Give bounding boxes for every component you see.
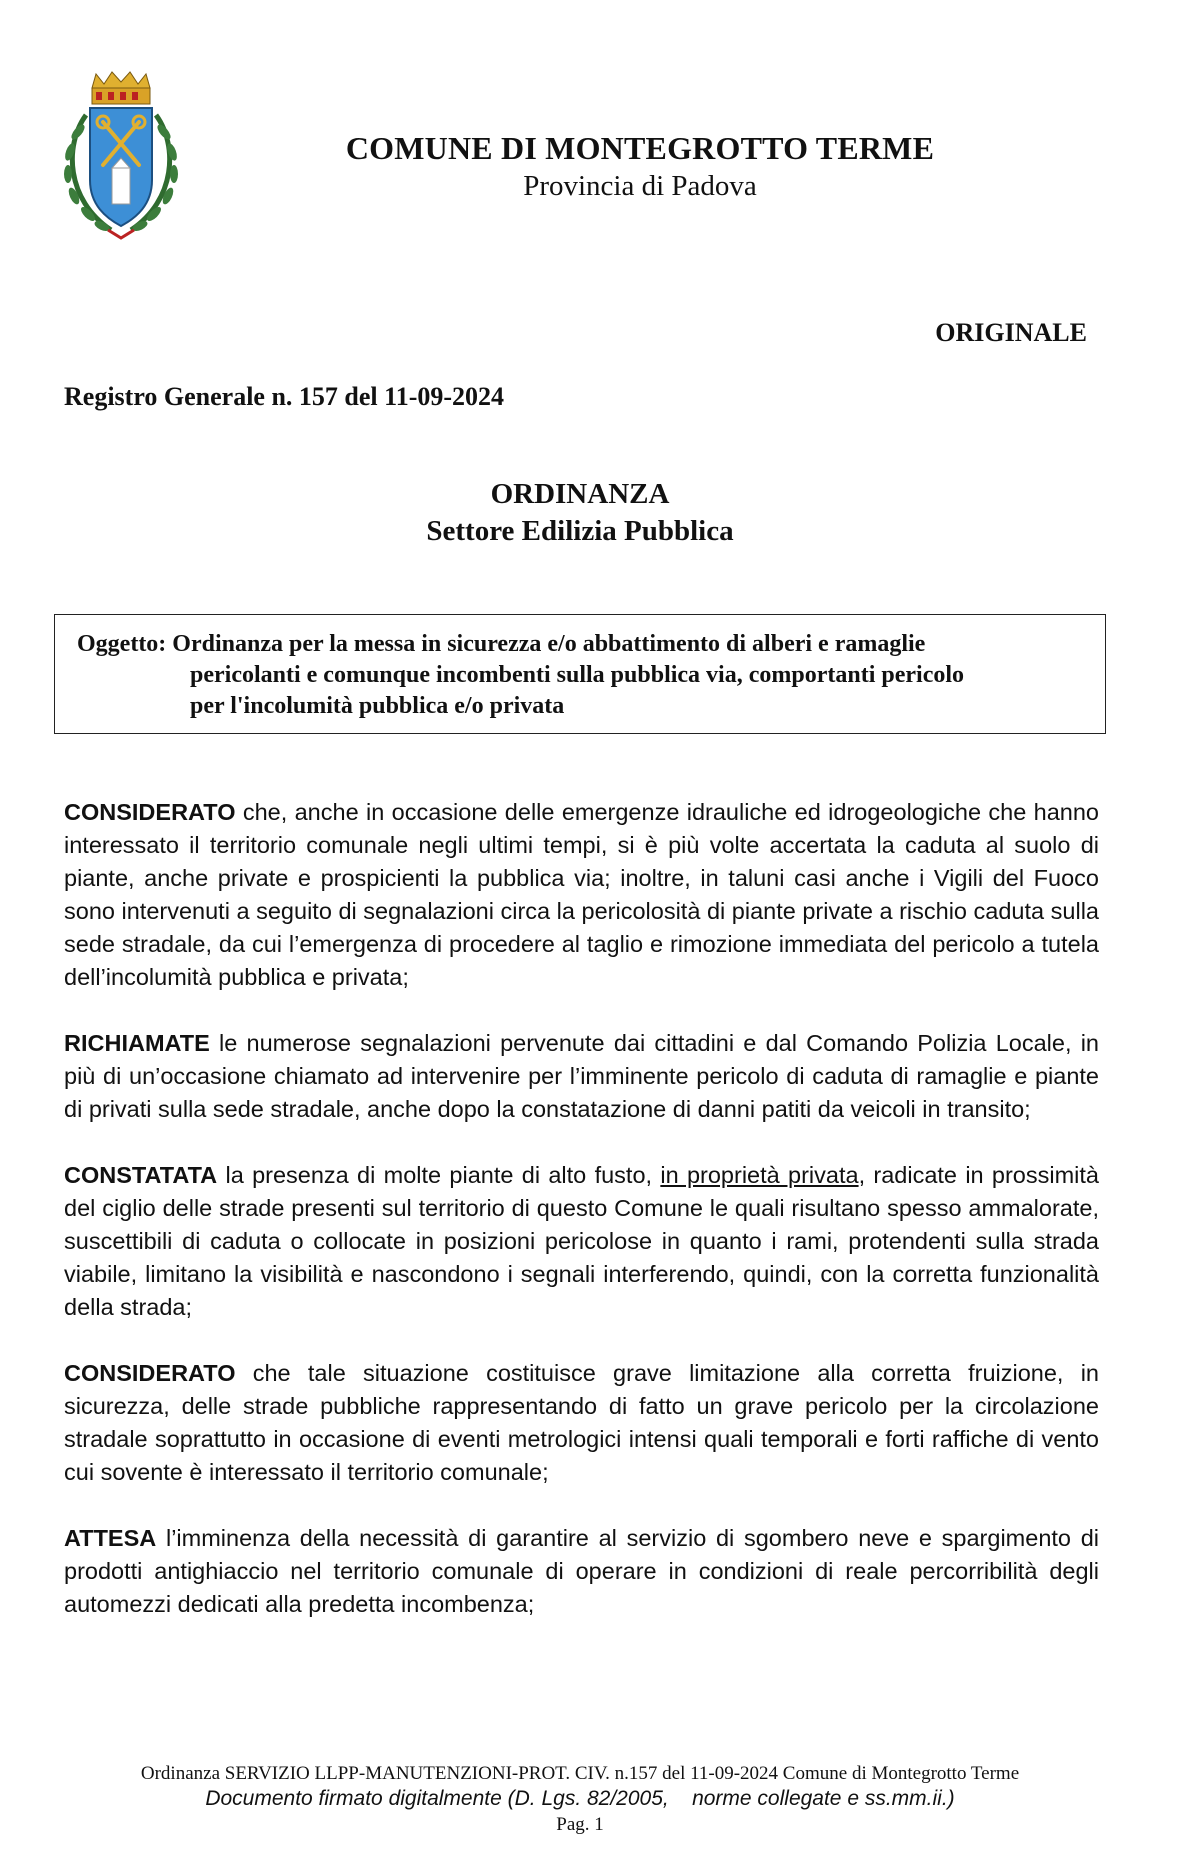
- paragraph-lead: CONSIDERATO: [64, 1360, 236, 1386]
- paragraph-text: che tale situazione costituisce grave limitazione alla corretta fruizione, in sicurezza, delle strade pubbliche rappresentando di fatto un grave pericolo per la circolazione stradale soprattutto in occasione di eventi metrologici intensi quali temporali e forti raffiche di vento cui sovente è interessato il territorio comunale;: [64, 1360, 1099, 1485]
- paragraph-text: l’imminenza della necessità di garantire al servizio di sgombero neve e spargimento di prodotti antighiaccio nel territorio comunale di operare in condizioni di reale percorribilità degli automezzi dedicati alla predetta incombenza;: [64, 1525, 1099, 1617]
- original-stamp: ORIGINALE: [935, 318, 1087, 347]
- subject-line-3: per l'incolumità pubblica e/o privata: [190, 693, 565, 719]
- underlined-phrase: in proprietà privata: [660, 1162, 859, 1188]
- paragraph-text: le numerose segnalazioni pervenute dai cittadini e dal Comando Polizia Locale, in più di un’occasione chiamato ad intervenire per l’imminente pericolo di caduta di ramaglie e piante di privati sulla sede stradale, anche dopo la constatazione di danni patiti da veicoli in transito;: [64, 1030, 1099, 1122]
- paragraph-lead: ATTESA: [64, 1525, 157, 1551]
- paragraph-text: , radicate in prossimità del ciglio delle strade presenti sul territorio di questo Comune le quali risultano spesso ammalorate, suscettibili di caduta o collocate in posizioni pericolose in quanto i rami, protendenti sulla strada viabile, limitano la visibilità e nascondono i segnali interferendo, quindi, con la corretta funzionalità della strada;: [64, 1162, 1099, 1320]
- footer-signature-note: Documento firmato digitalmente (D. Lgs. 82/2005, norme collegate e ss.mm.ii.): [205, 1787, 955, 1810]
- paragraph-lead: RICHIAMATE: [64, 1030, 210, 1056]
- document-body: [64, 796, 1099, 1654]
- paragraph-attesa: [64, 1522, 1099, 1621]
- subject-line-1: Ordinanza per la messa in sicurezza e/o abbattimento di alberi e ramaglie: [172, 631, 926, 657]
- province-name: Provincia di Padova: [523, 170, 757, 202]
- municipality-name: COMUNE DI MONTEGROTTO TERME: [345, 130, 935, 166]
- paragraph-lead: CONSTATATA: [64, 1162, 218, 1188]
- paragraph-constatata: [64, 1159, 1099, 1324]
- paragraph-text: che, anche in occasione delle emergenze idrauliche ed idrogeologiche che hanno interessato il territorio comunale negli ultimi tempi, si è più volte accertata la caduta al suolo di piante, anche private e prospicienti la pubblica via; inoltre, in taluni casi anche i Vigili del Fuoco sono intervenuti a seguito di segnalazioni circa la pericolosità di piante private a rischio caduta sulla sede stradale, da cui l’emergenza di procedere al taglio e rimozione immediata del pericolo a tutela dell’incolumità pubblica e privata;: [64, 799, 1099, 990]
- subject-line-2: pericolanti e comunque incombenti sulla pubblica via, comportanti pericolo: [190, 662, 965, 688]
- document-type-title: ORDINANZA: [490, 478, 670, 510]
- subject-box: [54, 614, 1106, 734]
- paragraph-considerato-1: [64, 796, 1099, 994]
- sector-title: Settore Edilizia Pubblica: [426, 515, 734, 547]
- paragraph-text: la presenza di molte piante di alto fusto,: [217, 1162, 661, 1188]
- page-number: Pag. 1: [556, 1814, 604, 1835]
- paragraph-lead: CONSIDERATO: [64, 799, 236, 825]
- subject-label: Oggetto:: [77, 631, 167, 657]
- paragraph-richiamate: [64, 1027, 1099, 1126]
- paragraph-considerato-2: [64, 1357, 1099, 1489]
- footer-reference: Ordinanza SERVIZIO LLPP-MANUTENZIONI-PROT. CIV. n.157 del 11-09-2024 Comune di Montegrotto Terme: [140, 1763, 1020, 1784]
- subject-text: [77, 629, 1085, 722]
- page-footer: [0, 1762, 1160, 1838]
- registry-number: Registro Generale n. 157 del 11-09-2024: [64, 382, 505, 411]
